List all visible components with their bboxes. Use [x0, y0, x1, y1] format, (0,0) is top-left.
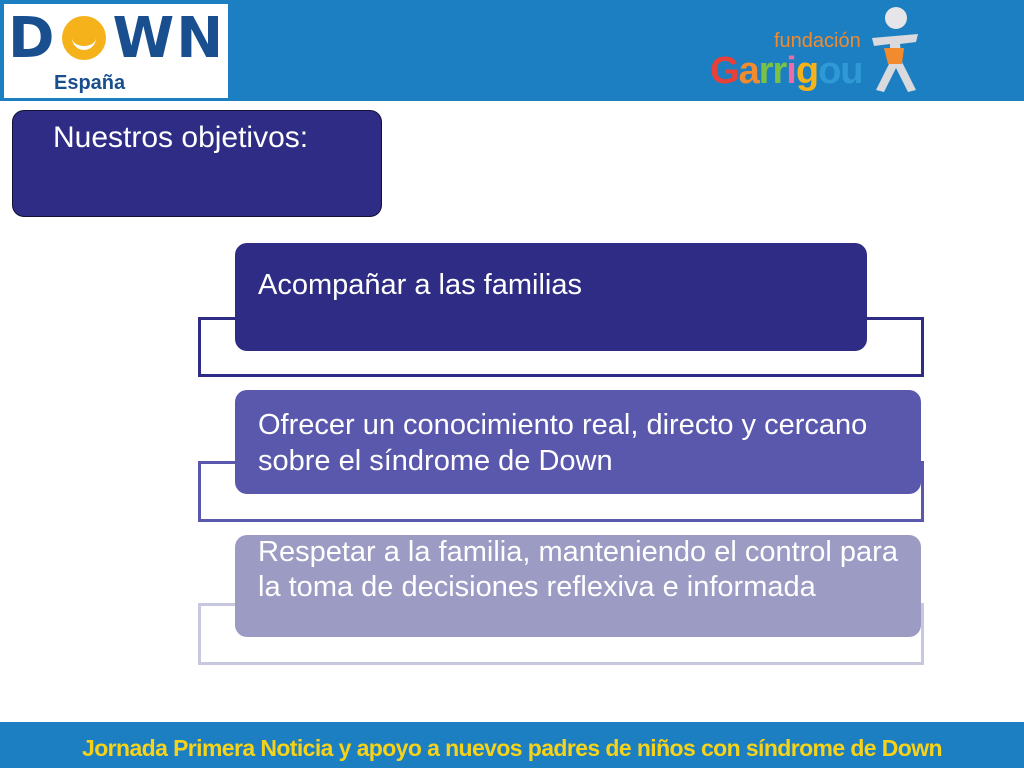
fundacion-word: fundación [774, 30, 861, 52]
down-logo-letters-wn: WN [112, 5, 226, 71]
down-logo-word [8, 2, 225, 74]
garrigou-letter: g [795, 50, 819, 92]
page-title: Nuestros objetivos: [53, 121, 309, 154]
child-figure-icon [858, 4, 928, 94]
down-logo-subtitle: España [54, 72, 126, 94]
garrigou-word [710, 50, 863, 93]
down-espana-logo [4, 4, 228, 98]
down-logo-letter-d: D [8, 5, 57, 71]
objective-1-text: Acompañar a las familias [258, 269, 582, 301]
objective-2-box [235, 390, 921, 494]
garrigou-letter: G [710, 50, 739, 92]
objective-2-text: Ofrecer un conocimiento real, directo y cercano sobre el síndrome de Down [258, 409, 868, 477]
garrigou-letter: i [786, 50, 796, 92]
objective-3-box [235, 535, 921, 637]
footer-band [0, 722, 1024, 768]
objective-3-text: Respetar a la familia, manteniendo el control para la toma de decisiones reflexiva e informada [258, 536, 898, 603]
title-box [12, 110, 382, 217]
smiling-sun-icon [62, 16, 106, 60]
objective-1-box [235, 243, 867, 351]
garrigou-letter: a [738, 50, 759, 92]
fundacion-garrigou-logo [700, 4, 928, 98]
header-band [0, 0, 1024, 101]
garrigou-letter: ou [818, 50, 863, 92]
garrigou-letter: rr [758, 50, 787, 92]
footer-title: Jornada Primera Noticia y apoyo a nuevos padres de niños con síndrome de Down [82, 735, 942, 761]
